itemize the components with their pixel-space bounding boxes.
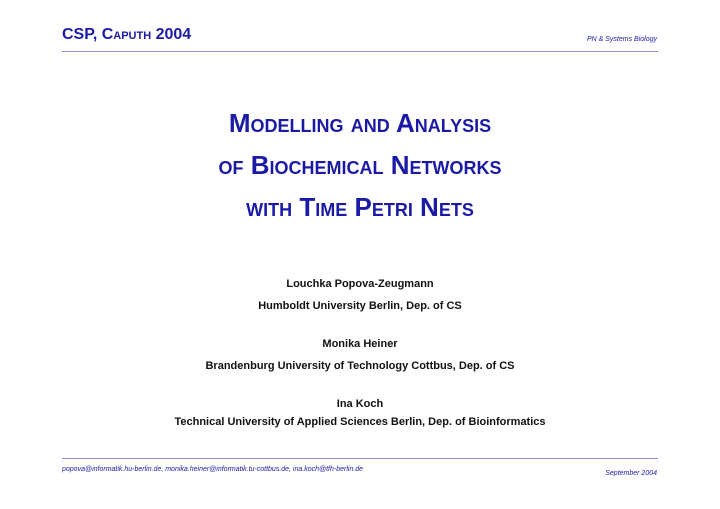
author-affiliation-1: Humboldt University Berlin, Dep. of CS — [258, 300, 462, 312]
header-subtitle: PN & Systems Biology — [586, 36, 657, 43]
title-line-2-text: of Biochemical Networks — [218, 150, 502, 180]
header-title-text: CSP, Caputh 2004 — [62, 26, 192, 43]
footer-emails: popova@informatik.hu-berlin.de, monika.heiner@informatik.tu-cottbus.de, ina.koch@tfh-berlin.de — [62, 466, 364, 473]
header-title — [62, 26, 191, 44]
author-name-1: Louchka Popova-Zeugmann — [286, 278, 434, 290]
title-line-2 — [0, 144, 720, 186]
author-affiliation-2: Brandenburg University of Technology Cottbus, Dep. of CS — [205, 360, 515, 372]
author-name-2: Monika Heiner — [322, 338, 398, 350]
header-divider — [62, 51, 658, 52]
footer-date: September 2004 — [605, 470, 657, 477]
footer-divider — [62, 458, 658, 459]
author-affiliation-3: Technical University of Applied Sciences Berlin, Dep. of Bioinformatics — [174, 416, 546, 428]
title-line-3-text: with Time Petri Nets — [246, 192, 474, 222]
author-name-3: Ina Koch — [336, 398, 384, 410]
title-line-1 — [0, 102, 720, 144]
title-line-3 — [0, 186, 720, 228]
title-line-1-text: Modelling and Analysis — [228, 108, 492, 138]
